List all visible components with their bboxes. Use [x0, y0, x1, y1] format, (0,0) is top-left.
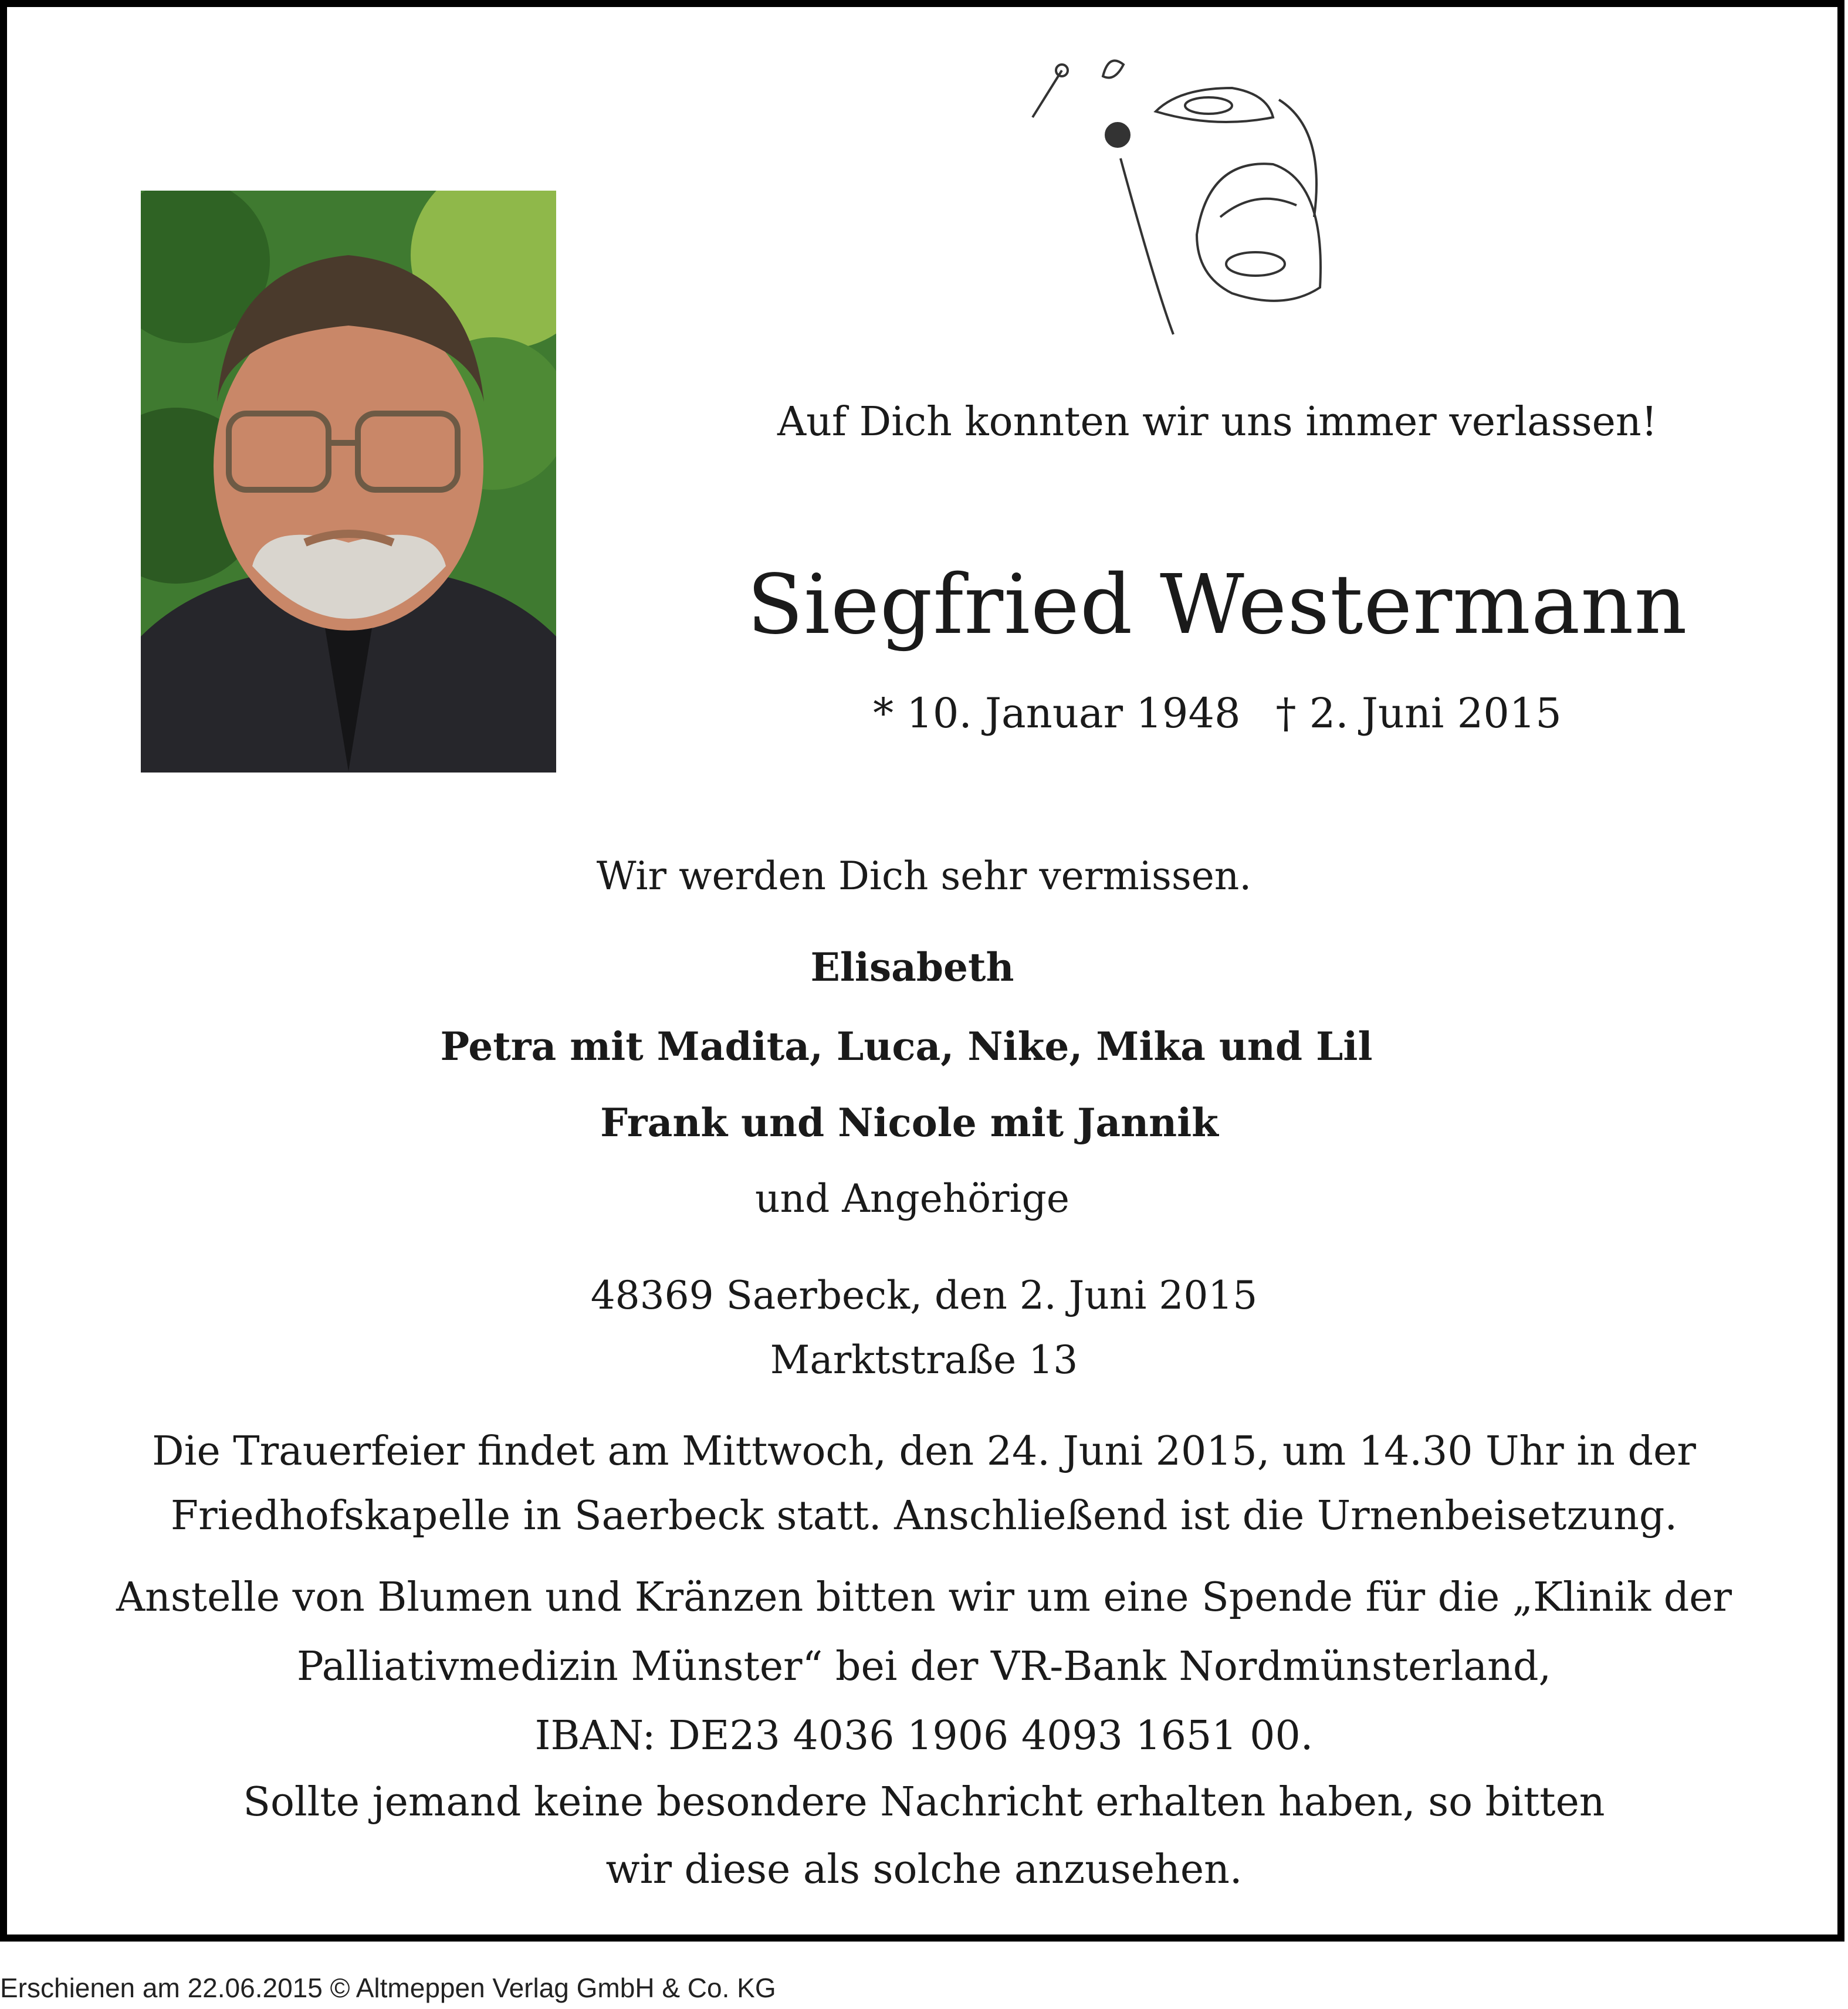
donation-line: Palliativmedizin Münster“ bei der VR-Bank Nordmünsterland,: [296, 1644, 1552, 1690]
funeral-line: Friedhofskapelle in Saerbeck statt. Anschließend ist die Urnenbeisetzung.: [170, 1493, 1678, 1539]
mourner: Elisabeth: [810, 944, 1014, 990]
sports-car-drawing: [1021, 41, 1338, 358]
funeral-info: [73, 1419, 1775, 1549]
birth-date: * 10. Januar 1948: [873, 689, 1241, 737]
motto: Auf Dich konnten wir uns immer verlassen!: [777, 399, 1658, 445]
mourner: Frank und Nicole mit Jannik: [600, 1100, 1219, 1146]
mourner: Petra mit Madita, Luca, Nike, Mika und Lil: [440, 1024, 1373, 1069]
street-address: Marktstraße 13: [770, 1337, 1078, 1383]
notice-line: Sollte jemand keine besondere Nachricht erhalten haben, so bitten: [243, 1779, 1605, 1825]
iban-line: IBAN: DE23 4036 1906 4093 1651 00.: [534, 1713, 1314, 1759]
place-date: 48369 Saerbeck, den 2. Juni 2015: [590, 1273, 1258, 1318]
notice-info: [73, 1769, 1775, 1903]
farewell-line: Wir werden Dich sehr vermissen.: [596, 853, 1252, 899]
notice-line: wir diese als solche anzusehen.: [605, 1847, 1243, 1893]
portrait-photo: [141, 191, 556, 773]
donation-info: [73, 1563, 1775, 1771]
publication-footer: Erschienen am 22.06.2015 © Altmeppen Verlag GmbH & Co. KG: [0, 1973, 776, 2003]
funeral-line: Die Trauerfeier findet am Mittwoch, den 24. Juni 2015, um 14.30 Uhr in der: [152, 1428, 1696, 1475]
donation-line: Anstelle von Blumen und Kränzen bitten wir um eine Spende für die „Klinik der: [116, 1574, 1732, 1621]
life-dates: [873, 689, 1562, 737]
relatives-line: und Angehörige: [755, 1176, 1069, 1221]
deceased-name: Siegfried Westermann: [747, 557, 1688, 653]
death-date: † 2. Juni 2015: [1275, 689, 1562, 737]
